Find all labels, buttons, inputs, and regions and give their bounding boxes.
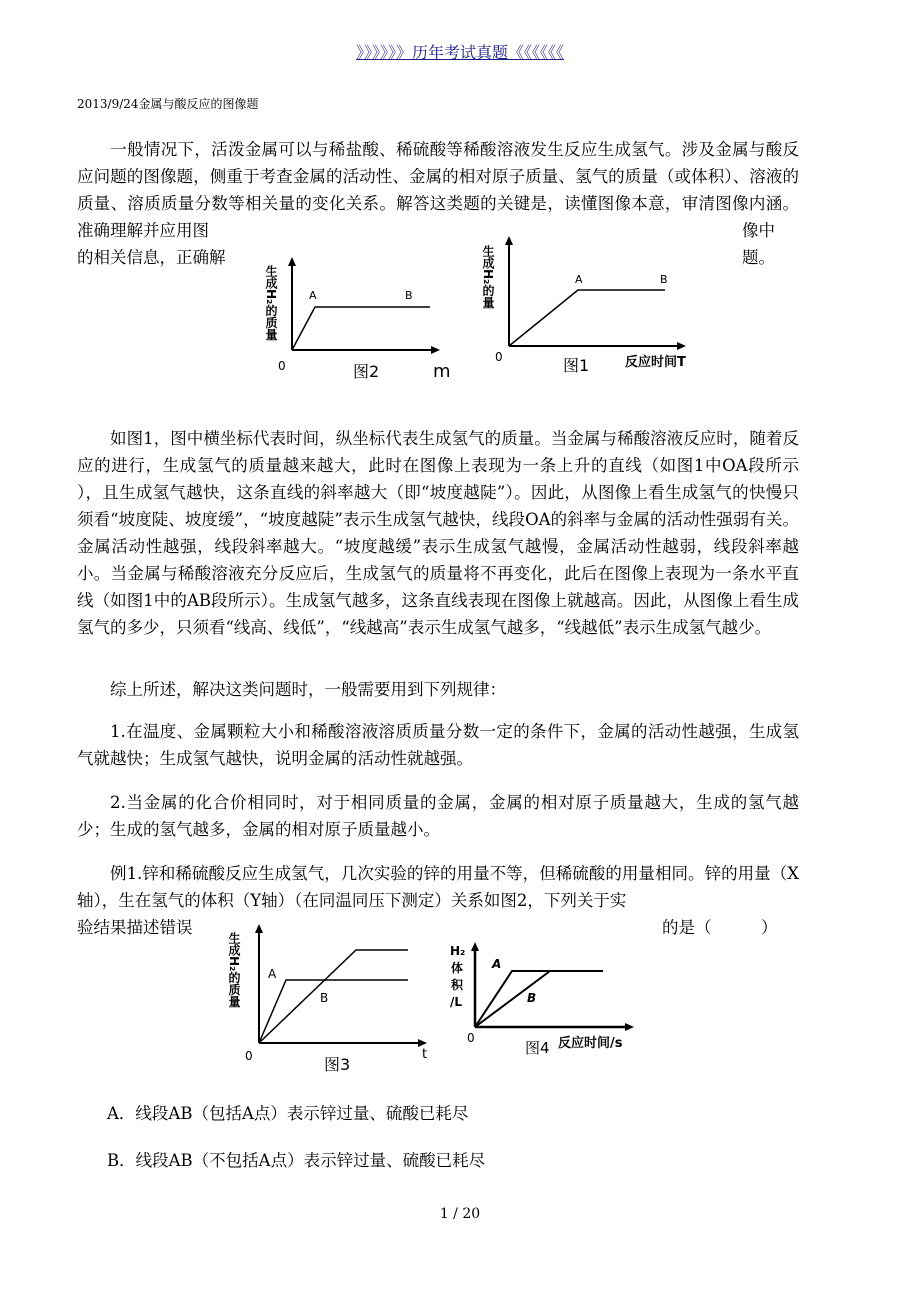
example-line3-right: 的是（ ） (662, 918, 778, 937)
intro-line5-left: 的相关信息，正确解 (77, 248, 226, 267)
fig2-ylabel: 生成H₂的质量 (264, 265, 278, 341)
figure-1 (480, 233, 710, 373)
summary-paragraph (77, 676, 799, 703)
fig4-origin: 0 (467, 1031, 475, 1045)
summary-text: 综上所述，解决这类问题时，一般需要用到下列规律： (110, 680, 506, 699)
fig2-caption: 图2 (353, 362, 380, 381)
fig2-point-a: A (309, 289, 317, 302)
example-1 (77, 860, 799, 914)
fig2-y-arrow (288, 257, 296, 266)
rule-2-text: 2.当金属的化合价相同时，对于相同质量的金属，金属的相对原子质量越大，生成的氢气越少；生成的氢气越多，金属的相对原子质量越小。 (77, 793, 799, 839)
page-indicator: 1 / 20 (439, 1206, 481, 1222)
fig3-ylabel: 生成H₂的质量 (227, 932, 241, 1008)
fig4-ylabel-1: H₂ (450, 944, 466, 958)
fig4-y-arrow (471, 942, 479, 951)
fig2-curve (292, 307, 430, 350)
fig3-xlabel: t (422, 1047, 428, 1062)
fig4-ylabel-4: /L (450, 995, 463, 1009)
fig4-curve-b (475, 971, 550, 1027)
fig1-curve (509, 290, 665, 346)
fig1-xlabel: 反应时间T (625, 355, 686, 370)
fig2-xlabel: m (433, 361, 451, 382)
fig1-origin: 0 (495, 350, 503, 364)
fig2-origin: 0 (278, 359, 286, 373)
fig4-caption: 图4 (525, 1039, 550, 1057)
figure-4 (445, 940, 650, 1065)
fig3-curve-b (259, 950, 408, 1043)
header-link[interactable]: 》》》》》》历年考试真题《《《《《《 (355, 43, 564, 62)
document-subtitle: 2013/9/24金属与酸反应的图像题 (77, 97, 259, 111)
fig1-y-arrow (505, 236, 513, 245)
rule-1-text: 1.在温度、金属颗粒大小和稀酸溶液溶质质量分数一定的条件下，金属的活动性越强，生成氢气就越快；生成氢气越快，说明金属的活动性就越强。 (77, 722, 799, 768)
example-line3-left: 验结果描述错误 (77, 918, 193, 937)
paragraph-figure1 (77, 425, 799, 641)
example-1-text: 例1.锌和稀硫酸反应生成氢气，几次实验的锌的用量不等，但稀硫酸的用量相同。锌的用量（X轴），生在氢气的体积（Y轴）（在同温同压下测定）关系如图2，下列关于实 (77, 864, 799, 910)
fig3-point-b: B (320, 991, 329, 1005)
rule-2 (77, 789, 799, 843)
fig3-y-arrow (255, 924, 263, 933)
fig3-caption: 图3 (324, 1055, 351, 1074)
rule-1 (77, 718, 799, 772)
fig4-ylabel-2: 体 (451, 961, 464, 975)
fig2-x-arrow (431, 346, 440, 354)
fig4-xlabel: 反应时间/s (558, 1036, 623, 1051)
figure-2 (265, 255, 465, 390)
fig3-curve-a (259, 980, 408, 1043)
fig2-point-b: B (405, 289, 413, 302)
fig4-ylabel-3: 积 (451, 978, 464, 992)
fig1-point-b: B (660, 273, 668, 286)
fig4-point-b: B (527, 991, 537, 1005)
option-b: B．线段AB（不包括A点）表示锌过量、硫酸已耗尽 (107, 1151, 486, 1170)
intro-tail-right: 像中 (742, 221, 775, 240)
fig1-caption: 图1 (563, 356, 590, 375)
fig3-point-a: A (268, 967, 277, 981)
option-a: A．线段AB（包括A点）表示锌过量、硫酸已耗尽 (107, 1104, 469, 1123)
fig1-ylabel: 生成H₂的量 (481, 245, 495, 309)
intro-text: 一般情况下，活泼金属可以与稀盐酸、稀硫酸等稀酸溶液发生反应生成氢气。涉及金属与酸反应问题的图像题，侧重于考查金属的活动性、金属的相对原子质量、氢气的质量（或体积）、溶液的质量、溶质质量分数等相关量的变化关系。解答这类题的关键是，读懂图像本意，审清图像内涵。准确理解并应用图 (77, 140, 799, 240)
fig1-point-a: A (575, 273, 583, 286)
fig3-x-arrow (418, 1039, 427, 1047)
fig1-x-arrow (677, 342, 686, 350)
intro-paragraph (77, 136, 799, 244)
intro-line5-right: 题。 (742, 248, 775, 267)
fig4-point-a: A (492, 957, 502, 971)
paragraph-figure1-text: 如图1，图中横坐标代表时间，纵坐标代表生成氢气的质量。当金属与稀酸溶液反应时，随着反应的进行，生成氢气的质量越来越大，此时在图像上表现为一条上升的直线（如图1中OA段所示 ），且生成氢气越快，这条直线的斜率越大（即“坡度越陡”）。因此，从图像上看生成氢气的快慢只须看“坡度陡、坡度缓”，“坡度越陡”表示生成氢气越快，线段OA的斜率与金属的活动性强弱有关。金属活动性越强，线段斜率越大。“坡度越缓”表示生成氢气越慢，金属活动性越弱，线段斜率越小。当金属与稀酸溶液充分反应后，生成氢气的质量将不再变化，此后在图像上表现为一条水平直线（如图1中的AB段所示）。生成氢气越多，这条直线表现在图像上就越高。因此，从图像上看生成氢气的多少，只须看“线高、线低”，“线越高”表示生成氢气越多，“线越低”表示生成氢气越少。 (77, 429, 799, 637)
figure-3 (226, 920, 441, 1080)
fig4-x-arrow (625, 1023, 634, 1031)
fig3-origin: 0 (245, 1049, 253, 1063)
